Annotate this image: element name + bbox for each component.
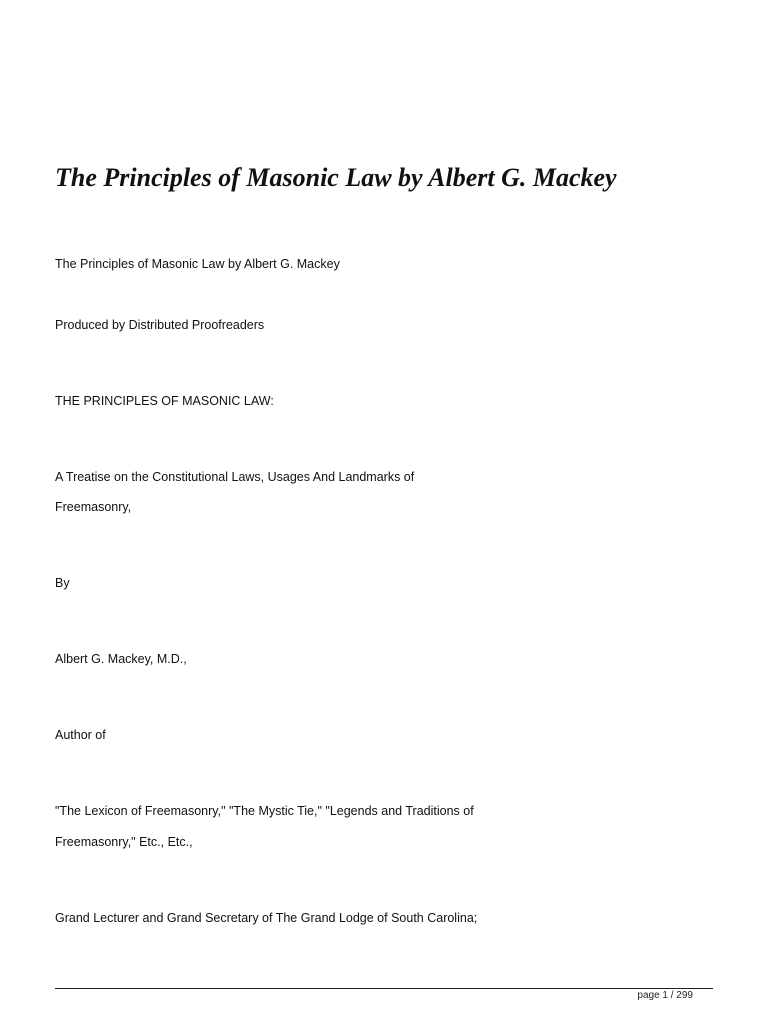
body-line-producer: Produced by Distributed Proofreaders [55,318,265,332]
body-line-header-title: The Principles of Masonic Law by Albert G. Mackey [55,257,340,271]
body-line-author-of: Author of [55,728,106,742]
body-line-position: Grand Lecturer and Grand Secretary of The Grand Lodge of South Carolina; [55,911,478,925]
body-line-subtitle-1: A Treatise on the Constitutional Laws, Usages And Landmarks of [55,470,415,484]
body-line-by: By [55,576,70,590]
body-line-works-2: Freemasonry," Etc., Etc., [55,835,193,849]
page-number: page 1 / 299 [637,990,693,1001]
document-title: The Principles of Masonic Law by Albert G. Mackey [55,163,617,192]
body-line-works-1: "The Lexicon of Freemasonry," "The Mystic Tie," "Legends and Traditions of [55,804,474,818]
body-line-main-title: THE PRINCIPLES OF MASONIC LAW: [55,394,274,408]
footer-divider [55,988,713,989]
body-line-subtitle-2: Freemasonry, [55,500,132,514]
body-line-author-name: Albert G. Mackey, M.D., [55,652,187,666]
